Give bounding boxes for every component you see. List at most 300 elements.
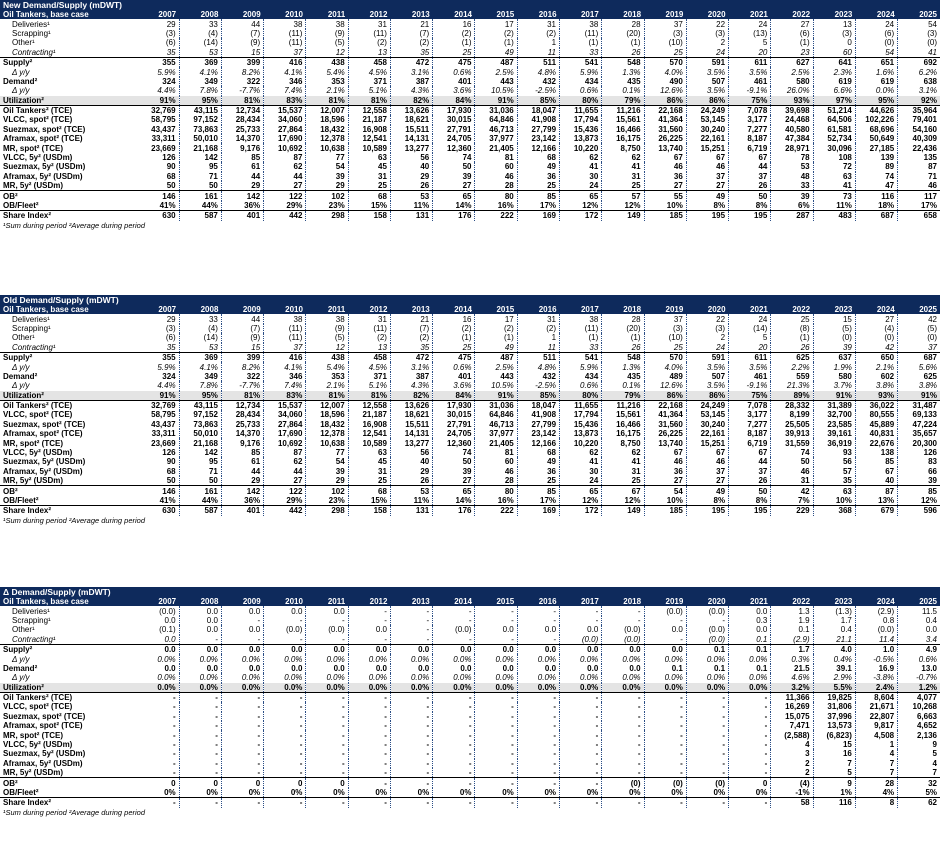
table-cell: 21,187 [348, 115, 390, 124]
table-cell: 0.0 [179, 606, 221, 615]
table-cell: 0.0 [348, 644, 390, 654]
table-cell: - [644, 635, 686, 645]
table-cell: 0.0 [560, 644, 602, 654]
table-cell: 16 [433, 19, 475, 28]
table-cell: - [348, 702, 390, 711]
table-cell: 619 [855, 77, 897, 86]
table-cell: 0.1 [686, 644, 728, 654]
table-cell: (2,588) [771, 730, 813, 739]
table-cell: 13,277 [390, 438, 432, 447]
table-cell: 41% [137, 201, 179, 211]
table-cell: 630 [137, 211, 179, 221]
table-cell: - [137, 721, 179, 730]
table-cell: 322 [221, 77, 263, 86]
table-cell: 158 [348, 506, 390, 516]
table-cell: 92% [898, 96, 940, 106]
table-cell: (9) [221, 38, 263, 47]
table-cell: - [348, 768, 390, 778]
table-cell: 4.0% [644, 362, 686, 371]
table-cell: 41% [137, 496, 179, 506]
table-cell: 15,075 [771, 712, 813, 721]
table-cell: 135 [923, 153, 937, 163]
table-cell: - [348, 798, 390, 808]
table-cell: 74 [855, 172, 897, 181]
table-cell: 29 [390, 172, 432, 181]
data-table [0, 597, 940, 817]
table-cell: 73,863 [179, 125, 221, 134]
row-label: VLCC, spot² (TCE) [3, 702, 73, 712]
table-cell: 31 [348, 467, 390, 476]
table-cell: 97,152 [179, 115, 221, 124]
year-header-cell: 2009 [221, 305, 263, 314]
table-cell: 54 [644, 486, 686, 496]
year-header-cell: 2012 [348, 10, 390, 19]
table-cell: - [179, 759, 221, 768]
table-cell: 27 [433, 476, 475, 486]
table-cell: - [602, 768, 644, 778]
table-cell: - [475, 692, 517, 702]
table-cell: 25 [644, 48, 686, 58]
table-cell: 41 [560, 457, 602, 466]
table-cell: 24 [560, 476, 602, 486]
table-cell: - [221, 749, 263, 758]
table-cell: 25 [433, 48, 475, 58]
table-cell: 11,216 [602, 400, 644, 410]
table-cell: 64,506 [813, 115, 855, 124]
table-cell: 31,389 [813, 400, 855, 410]
table-cell: 23,142 [517, 429, 559, 438]
table-cell: 60 [475, 162, 517, 171]
table-cell: 27,799 [517, 125, 559, 134]
table-row [0, 115, 940, 124]
table-cell: 43,437 [137, 125, 179, 134]
table-cell: - [644, 616, 686, 625]
table-cell: 87 [928, 162, 937, 172]
table-cell: 0 [729, 778, 771, 788]
table-cell: - [686, 712, 728, 721]
table-cell: 158 [348, 211, 390, 221]
table-cell: 28,434 [221, 410, 263, 419]
table-row [0, 19, 940, 28]
table-cell: 18,621 [390, 115, 432, 124]
table-cell: - [348, 635, 390, 645]
table-cell: 73,863 [179, 420, 221, 429]
table-cell: 131 [390, 506, 432, 516]
table-row [0, 759, 940, 768]
table-cell: 27,864 [264, 420, 306, 429]
table-cell: 16,466 [602, 125, 644, 134]
table-cell: 95 [179, 457, 221, 466]
table-cell: 49 [517, 457, 559, 466]
table-cell: 39 [771, 191, 813, 201]
table-cell: - [221, 702, 263, 711]
table-cell: - [560, 721, 602, 730]
table-cell: 687 [855, 211, 897, 221]
year-header-cell: 2022 [771, 305, 813, 314]
table-cell: 40,580 [771, 125, 813, 134]
table-cell: 0.0 [348, 625, 390, 634]
table-cell: 67 [855, 467, 897, 476]
table-cell: (1) [602, 38, 644, 47]
table-cell: 580 [771, 77, 813, 86]
table-cell: (5) [813, 324, 855, 333]
table-cell: 0.0% [433, 673, 475, 682]
table-cell: 83% [264, 391, 306, 401]
table-cell: 11% [390, 496, 432, 506]
table-cell: 65 [560, 486, 602, 496]
table-cell: 0% [729, 788, 771, 798]
table-cell: 25 [433, 343, 475, 353]
table-cell: 26 [729, 181, 771, 191]
year-header-cell: 2024 [855, 305, 897, 314]
table-cell: 24 [855, 19, 897, 28]
table-cell: 3.1% [390, 67, 432, 76]
table-cell: 0% [560, 788, 602, 798]
table-cell: 11 [517, 343, 559, 353]
table-cell: -0.5% [855, 654, 897, 663]
table-cell: 434 [560, 77, 602, 86]
table-cell: 71 [928, 171, 937, 181]
table-cell: - [475, 616, 517, 625]
table-cell: (4) [771, 778, 813, 788]
table-cell: 580 [813, 372, 855, 381]
table-cell: - [390, 606, 432, 615]
table-cell: 1 [517, 38, 559, 47]
table-cell: 149 [602, 211, 644, 221]
table-cell: 4.1% [179, 67, 221, 76]
table-cell: 60 [813, 48, 855, 58]
table-cell: 37,996 [813, 712, 855, 721]
table-cell: 0.4 [925, 615, 937, 625]
table-cell: - [433, 798, 475, 808]
table-cell: 3.1% [918, 86, 937, 96]
table-cell: 490 [644, 77, 686, 86]
table-cell: 475 [433, 57, 475, 67]
table-cell: - [390, 616, 432, 625]
year-header-cell: 2011 [306, 10, 348, 19]
table-row [0, 391, 940, 401]
table-cell: 142 [221, 191, 263, 201]
table-row [0, 352, 940, 362]
row-label: Share Index² [0, 506, 137, 516]
table-cell: 12,166 [517, 143, 559, 152]
table-cell: 26 [602, 48, 644, 58]
table-cell: 630 [137, 506, 179, 516]
table-cell: 401 [221, 211, 263, 221]
table-cell: 0.0% [179, 673, 221, 682]
table-cell: (0) [602, 778, 644, 788]
table-cell: - [264, 616, 306, 625]
table-cell: 33 [179, 19, 221, 28]
table-cell: 0.8 [855, 616, 897, 625]
table-cell: 2.5% [475, 362, 517, 371]
table-cell: 195 [729, 506, 771, 516]
table-cell: (3) [644, 29, 686, 38]
year-header-cell: 2014 [433, 597, 475, 606]
table-cell: (3) [644, 324, 686, 333]
table-cell: 10,692 [264, 143, 306, 152]
table-row [0, 38, 940, 47]
table-cell: 122 [264, 486, 306, 496]
table-cell: - [306, 759, 348, 768]
table-cell: 8,750 [602, 438, 644, 447]
table-cell: 5.1% [348, 86, 390, 95]
table-cell: 0.0% [264, 673, 306, 682]
table-cell: 161 [179, 191, 221, 201]
table-cell: - [390, 635, 432, 645]
table-cell: 93 [813, 448, 855, 457]
table-cell: 399 [221, 352, 263, 362]
table-cell: 86% [644, 391, 686, 401]
table-cell: 25 [517, 476, 559, 486]
year-header-cell: 2012 [348, 597, 390, 606]
row-label: Demand² [3, 371, 38, 381]
table-cell: 22,161 [686, 134, 728, 143]
table-cell: - [137, 692, 179, 702]
table-cell: 442 [264, 506, 306, 516]
table-cell: 14,370 [221, 429, 263, 438]
table-cell: 46 [475, 172, 517, 181]
table-cell: 0.0% [729, 673, 771, 682]
table-cell: 79% [602, 391, 644, 401]
row-label: Δ y/y [12, 654, 30, 664]
table-cell: 21,671 [855, 702, 897, 711]
table-cell: 86% [686, 391, 728, 401]
table-cell: 13 [348, 343, 390, 353]
table-cell: 0.0 [729, 606, 771, 615]
table-cell: 28 [475, 476, 517, 486]
table-cell: 47 [855, 181, 897, 191]
table-cell: 81% [221, 96, 263, 106]
table-cell: 63 [813, 486, 855, 496]
table-row [0, 48, 940, 58]
table-cell: - [686, 768, 728, 778]
year-header-cell: 2021 [729, 305, 771, 314]
table-cell: 548 [602, 57, 644, 67]
table-cell: (0.0) [602, 635, 644, 645]
table-row [0, 172, 940, 181]
table-cell: 27 [264, 181, 306, 191]
table-cell: 23% [306, 201, 348, 211]
table-cell: 53 [179, 48, 221, 58]
table-cell: - [517, 692, 559, 702]
table-cell: 442 [264, 211, 306, 221]
table-cell: 627 [771, 57, 813, 67]
table-cell: (0) [927, 333, 937, 343]
table-cell: (5) [306, 333, 348, 342]
table-cell: 80,555 [855, 410, 897, 419]
table-cell: 62 [898, 798, 940, 808]
table-cell: 3.4 [925, 634, 937, 644]
table-cell: 45,889 [855, 420, 897, 429]
table-cell: 39,913 [771, 429, 813, 438]
table-cell: 3.1% [390, 362, 432, 371]
table-cell: (1) [433, 333, 475, 342]
table-cell: 7 [932, 768, 937, 778]
table-cell: 50 [179, 476, 221, 486]
table-cell: 0.0 [306, 664, 348, 673]
table-row [0, 476, 940, 486]
table-cell: 15 [221, 48, 263, 58]
table-cell: (0.0) [433, 625, 475, 634]
table-cell: 81 [475, 153, 517, 162]
table-cell: 0.0% [221, 654, 263, 663]
table-cell: 6,719 [729, 143, 771, 152]
table-cell: 21,405 [475, 438, 517, 447]
table-cell: 49 [517, 162, 559, 171]
table-cell: 591 [686, 352, 728, 362]
table-cell: - [264, 798, 306, 808]
table-cell: 4.4% [137, 381, 179, 390]
table-cell: - [644, 768, 686, 778]
table-cell: 68 [348, 191, 390, 201]
table-cell: - [306, 721, 348, 730]
table-cell: 8,750 [602, 143, 644, 152]
year-header-cell: 2015 [475, 597, 517, 606]
year-header-cell: 2023 [813, 305, 855, 314]
table-cell: - [560, 740, 602, 749]
table-cell: (4) [855, 324, 897, 333]
table-cell: 25 [771, 314, 813, 323]
table-cell: - [517, 730, 559, 739]
table-cell: 559 [771, 372, 813, 381]
table-cell: - [475, 740, 517, 749]
table-cell: 82% [390, 391, 432, 401]
panel-title: Old Demand/Supply (mDWT) [0, 295, 940, 305]
table-cell: 6.2% [918, 67, 937, 77]
table-cell: 438 [306, 352, 348, 362]
table-cell: 4.3% [390, 381, 432, 390]
table-cell: 11.5 [922, 606, 937, 616]
table-cell: 85 [855, 457, 897, 466]
table-cell: 0.0% [390, 673, 432, 682]
table-cell: 0% [348, 788, 390, 798]
table-cell: 5.9% [137, 362, 179, 371]
table-cell: 85 [221, 448, 263, 457]
table-cell: 27 [686, 476, 728, 486]
year-header-cell: 2020 [686, 597, 728, 606]
table-cell: - [348, 692, 390, 702]
table-cell: 85% [517, 391, 559, 401]
table-cell: 16,908 [348, 420, 390, 429]
row-label: Oil Tankers² (TCE) [0, 105, 137, 115]
table-cell: 596 [898, 506, 940, 516]
table-cell: 116 [855, 191, 897, 201]
table-cell: - [560, 692, 602, 702]
table-cell: 8,187 [729, 134, 771, 143]
table-cell: - [517, 740, 559, 749]
table-cell: 12,734 [221, 400, 263, 410]
table-cell: 0 [264, 778, 306, 788]
table-cell: 91% [137, 96, 179, 106]
table-cell: 68 [517, 153, 559, 162]
table-cell: 587 [179, 506, 221, 516]
table-row [0, 712, 940, 721]
table-cell: -2.5% [517, 86, 559, 95]
table-cell: 483 [813, 211, 855, 221]
row-label: OB/Fleet² [3, 496, 39, 505]
table-cell: (3) [813, 29, 855, 38]
table-cell: 5.4% [306, 362, 348, 371]
table-cell: 4.6% [771, 673, 813, 682]
table-cell: 3.5% [729, 362, 771, 371]
table-cell: 570 [644, 352, 686, 362]
table-cell: 0.0 [264, 644, 306, 654]
table-row [0, 410, 940, 419]
table-cell: 3,177 [729, 115, 771, 124]
table-cell: 65 [433, 486, 475, 496]
table-row [0, 606, 940, 615]
table-cell: 61,581 [813, 125, 855, 134]
table-cell: (11) [348, 29, 390, 38]
table-cell: 57 [813, 467, 855, 476]
table-cell: - [264, 759, 306, 768]
table-cell: 12% [920, 496, 937, 505]
table-cell: 36 [517, 172, 559, 181]
table-cell: 72 [813, 162, 855, 171]
table-cell: 353 [306, 77, 348, 86]
year-header-cell: 2022 [771, 10, 813, 19]
table-cell: 69,133 [912, 410, 937, 420]
table-cell: 2.4% [855, 683, 897, 693]
table-cell: 33 [560, 343, 602, 353]
table-cell: 12,541 [348, 429, 390, 438]
table-cell: 24,249 [686, 105, 728, 115]
table-cell: 435 [602, 372, 644, 381]
table-cell: (2) [517, 324, 559, 333]
table-cell: 122 [264, 191, 306, 201]
table-cell: 30,096 [813, 143, 855, 152]
table-cell: 17% [920, 201, 937, 210]
table-cell: - [433, 635, 475, 645]
table-cell: 18,432 [306, 420, 348, 429]
table-cell: (0.0) [264, 625, 306, 634]
table-cell: 5.9% [560, 67, 602, 76]
table-cell: 25,733 [221, 125, 263, 134]
table-row [0, 86, 940, 95]
table-cell: 31 [517, 19, 559, 28]
table-cell: 0.0% [348, 683, 390, 693]
table-cell: 37 [729, 172, 771, 181]
table-cell: 472 [390, 57, 432, 67]
table-cell: 21,405 [475, 143, 517, 152]
table-cell: 0.0% [602, 673, 644, 682]
row-label: Deliveries¹ [12, 314, 50, 324]
table-cell: 44 [729, 162, 771, 171]
table-cell: - [729, 740, 771, 749]
table-cell: 41 [928, 47, 937, 57]
table-cell: 0.0% [560, 673, 602, 682]
table-cell: 0.0% [306, 654, 348, 663]
table-cell: 13,740 [644, 438, 686, 447]
table-cell: 461 [729, 77, 771, 86]
table-cell: 17,794 [560, 115, 602, 124]
table-cell: 51,214 [813, 105, 855, 115]
year-header-cell: 2010 [264, 597, 306, 606]
table-cell: - [686, 702, 728, 711]
table-cell: 9,176 [221, 438, 263, 447]
row-label: Aframax, spot² (TCE) [3, 429, 83, 439]
table-cell: (0) [644, 778, 686, 788]
table-cell: 11,366 [771, 692, 813, 702]
year-header-cell: 2016 [517, 597, 559, 606]
panel-subtitle: Oil Tankers, base case [0, 10, 137, 19]
table-cell: 0.1 [729, 635, 771, 645]
footnote: ¹Sum during period ²Average during period [3, 220, 146, 230]
table-cell: 507 [686, 77, 728, 86]
table-cell: - [306, 740, 348, 749]
table-cell: - [475, 768, 517, 778]
